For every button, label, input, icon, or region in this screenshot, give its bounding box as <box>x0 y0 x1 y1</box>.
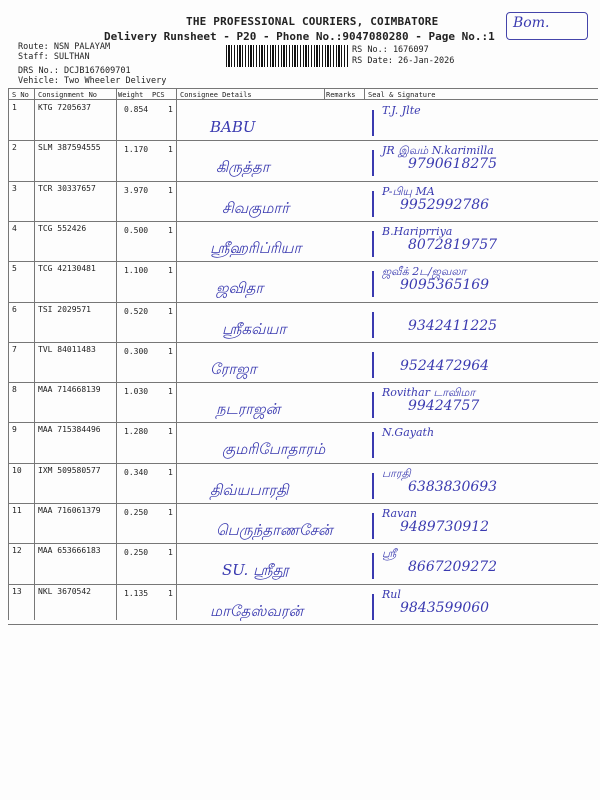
col-line <box>176 88 177 620</box>
row-consignee-name: ரோஜா <box>210 359 257 378</box>
row-weight: 0.340 <box>124 467 149 477</box>
signature-stroke <box>372 432 374 458</box>
signature-stroke <box>372 231 374 257</box>
row-sno: 3 <box>12 183 17 193</box>
col-seal: Seal & Signature <box>368 91 436 99</box>
row-divider <box>8 624 598 625</box>
row-divider <box>8 342 598 343</box>
row-pcs: 1 <box>168 346 173 356</box>
col-consignment: Consignment No <box>38 91 98 99</box>
col-line <box>34 88 35 620</box>
signature-stroke <box>372 150 374 176</box>
row-consignee-name: திவ்யபாரதி <box>210 480 289 499</box>
row-divider <box>8 221 598 222</box>
row-sno: 11 <box>12 506 22 515</box>
row-sno: 8 <box>12 385 17 395</box>
row-consignment-no: TCG 42130481 <box>38 264 96 274</box>
row-pcs: 1 <box>168 588 173 598</box>
row-weight: 1.170 <box>124 145 149 155</box>
row-divider <box>8 382 598 383</box>
row-phone: 99424757 <box>408 398 480 415</box>
runsheet-title: THE PROFESSIONAL COURIERS, COIMBATORE <box>186 15 439 28</box>
staff-label: Staff: SULTHAN <box>18 52 90 62</box>
row-weight: 0.300 <box>124 346 149 356</box>
row-consignment-no: TVL 84011483 <box>38 344 96 354</box>
barcode <box>226 45 348 67</box>
row-signature: Ravan <box>382 507 417 520</box>
row-pcs: 1 <box>168 467 173 477</box>
row-sno: 2 <box>12 143 17 153</box>
col-line <box>8 88 9 620</box>
row-consignment-no: MAA 716061379 <box>38 506 101 515</box>
row-weight: 1.135 <box>124 588 149 598</box>
route-label: Route: NSN PALAYAM <box>18 42 111 52</box>
row-phone: 6383830693 <box>408 478 498 495</box>
stamp-text: Bom. <box>513 15 550 31</box>
signature-stroke <box>372 191 374 217</box>
row-sno: 1 <box>12 103 17 112</box>
row-weight: 0.250 <box>124 548 149 558</box>
rs-number: RS No.: 1676097 <box>352 45 429 55</box>
row-consignee-name: நடராஜன் <box>216 400 281 419</box>
row-consignee-name: மாதேஸ்வரன் <box>210 601 304 620</box>
row-consignment-no: TCG 552426 <box>38 223 87 233</box>
row-signature: N.Gayath <box>382 426 435 440</box>
drs-number: DRS No.: DCJB167609701 <box>18 66 131 76</box>
row-weight: 1.280 <box>124 427 149 437</box>
row-divider <box>8 302 598 303</box>
row-divider <box>8 181 598 182</box>
row-sno: 10 <box>12 465 22 475</box>
row-phone: 9095365169 <box>400 277 490 294</box>
row-signature: P-பியு MA <box>382 184 435 198</box>
signature-stroke <box>372 312 374 338</box>
vehicle-label: Vehicle: Two Wheeler Delivery <box>18 76 167 86</box>
row-signature: T.J. Jlte <box>382 104 421 117</box>
row-consignment-no: TCR 30337657 <box>38 183 96 193</box>
signature-stroke <box>372 110 374 136</box>
row-consignee-name: கிருத்தா <box>216 158 270 177</box>
row-sno: 6 <box>12 304 17 314</box>
row-consignee-name: ஜவிதா <box>216 279 264 298</box>
handwritten-stamp <box>506 12 588 40</box>
row-weight: 0.854 <box>124 105 149 114</box>
row-divider <box>8 503 598 504</box>
col-remarks: Remarks <box>326 91 356 99</box>
col-line <box>364 88 365 100</box>
row-weight: 3.970 <box>124 185 149 195</box>
signature-stroke <box>372 271 374 297</box>
row-signature: பாரதி <box>382 466 411 480</box>
row-phone: 8667209272 <box>408 559 498 576</box>
row-signature: Rovithar டாவிமா <box>382 386 476 400</box>
row-divider <box>8 584 598 585</box>
row-phone: 9489730912 <box>400 519 490 535</box>
row-pcs: 1 <box>168 105 173 114</box>
row-weight: 1.100 <box>124 266 149 276</box>
row-pcs: 1 <box>168 427 173 437</box>
row-pcs: 1 <box>168 306 173 316</box>
row-weight: 1.030 <box>124 387 149 397</box>
row-pcs: 1 <box>168 266 173 276</box>
row-weight: 0.520 <box>124 306 149 316</box>
runsheet-subtitle: Delivery Runsheet - P20 - Phone No.:9047080280 - Page No.:1 <box>104 30 495 43</box>
signature-stroke <box>372 473 374 499</box>
row-consignee-name: ஸ்ரீஹரிப்ரியா <box>210 238 302 257</box>
col-pcs: PCS <box>152 91 165 99</box>
row-consignee-name: SU. ஸ்ரீதூ <box>222 561 289 580</box>
signature-stroke <box>372 352 374 378</box>
row-consignment-no: TSI 2029571 <box>38 304 91 314</box>
signature-stroke <box>372 594 374 620</box>
row-consignee-name: பெருந்தாணசேன் <box>216 521 333 539</box>
row-signature: Rul <box>382 587 401 601</box>
row-consignment-no: NKL 3670542 <box>38 586 91 596</box>
row-phone: 9790618275 <box>408 156 498 173</box>
header-bottom-line <box>8 99 598 100</box>
table-top-line <box>8 88 598 89</box>
row-signature: ஸ்ரீ <box>382 547 397 561</box>
row-phone: 8072819757 <box>408 236 498 253</box>
row-signature: B.Hariprriya <box>382 224 453 238</box>
row-phone: 9843599060 <box>400 599 490 616</box>
signature-stroke <box>372 392 374 418</box>
row-consignment-no: MAA 653666183 <box>38 546 101 556</box>
row-weight: 0.250 <box>124 508 149 517</box>
row-divider <box>8 422 598 423</box>
row-consignment-no: MAA 714668139 <box>38 385 101 395</box>
row-consignment-no: SLM 387594555 <box>38 143 101 153</box>
row-signature: ஜவீக் 2ட/ஜவலா <box>382 265 467 279</box>
col-weight: Weight <box>118 91 144 99</box>
row-divider <box>8 261 598 262</box>
row-weight: 0.500 <box>124 225 149 235</box>
row-divider <box>8 463 598 464</box>
row-pcs: 1 <box>168 185 173 195</box>
signature-stroke <box>372 513 374 539</box>
row-consignment-no: IXM 509580577 <box>38 465 101 475</box>
row-pcs: 1 <box>168 387 173 397</box>
row-sno: 7 <box>12 344 17 354</box>
row-signature: JR இவம் N.karimilla <box>382 144 494 158</box>
col-line <box>324 88 325 100</box>
col-sno: S No <box>12 91 29 99</box>
row-pcs: 1 <box>168 145 173 155</box>
row-consignee-name: BABU <box>210 118 256 136</box>
row-sno: 9 <box>12 425 17 435</box>
row-consignment-no: KTG 7205637 <box>38 103 91 112</box>
row-pcs: 1 <box>168 548 173 558</box>
row-phone: 9524472964 <box>400 357 490 374</box>
row-divider <box>8 543 598 544</box>
rs-date: RS Date: 26-Jan-2026 <box>352 56 455 66</box>
row-sno: 12 <box>12 546 22 556</box>
row-consignee-name: சிவகுமார் <box>222 198 290 217</box>
col-consignee: Consignee Details <box>180 91 252 99</box>
row-pcs: 1 <box>168 508 173 517</box>
row-consignee-name: ஸ்ரீகவ்யா <box>222 319 287 338</box>
row-consignee-name: குமரிபோதாரம் <box>222 440 326 459</box>
row-sno: 4 <box>12 223 17 233</box>
signature-stroke <box>372 553 374 579</box>
row-pcs: 1 <box>168 225 173 235</box>
row-sno: 13 <box>12 586 22 596</box>
row-phone: 9342411225 <box>408 317 498 334</box>
col-line <box>116 88 117 620</box>
row-phone: 9952992786 <box>400 196 490 213</box>
row-divider <box>8 140 598 141</box>
row-consignment-no: MAA 715384496 <box>38 425 101 435</box>
row-sno: 5 <box>12 264 17 274</box>
